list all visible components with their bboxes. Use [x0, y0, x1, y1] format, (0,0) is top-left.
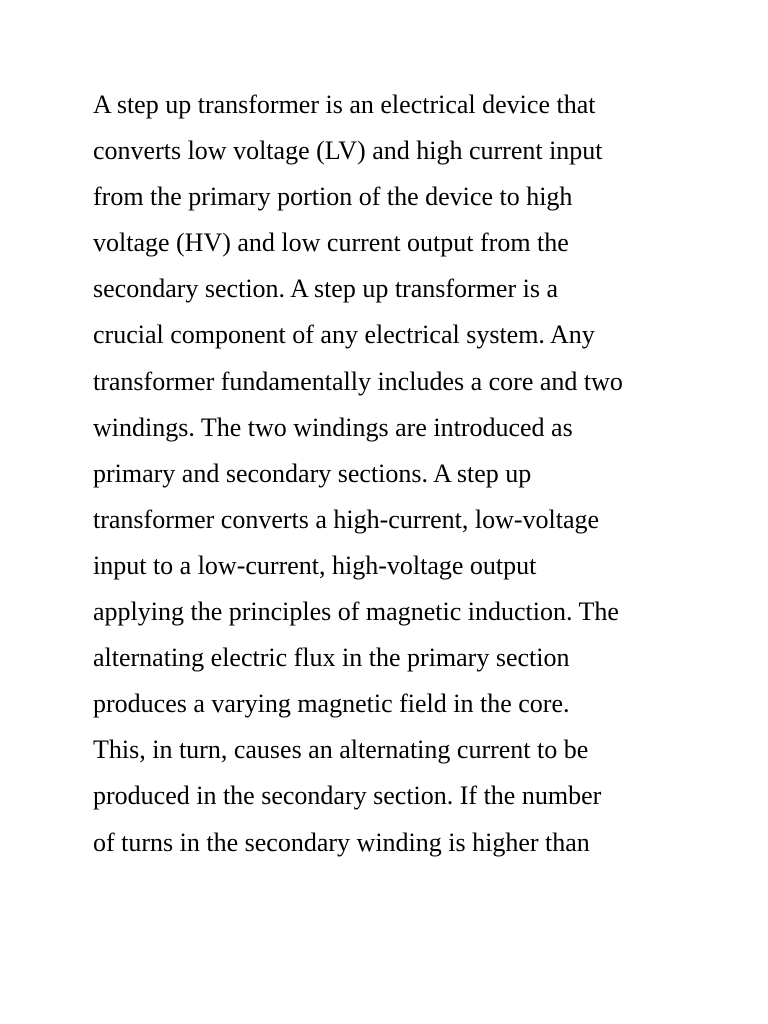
text-line: This, in turn, causes an alternating current to be	[93, 735, 589, 765]
text-line: crucial component of any electrical system. Any	[93, 320, 595, 350]
text-line: transformer converts a high-current, low-voltage	[93, 504, 600, 534]
text-line: secondary section. A step up transformer is a	[93, 274, 558, 304]
text-line: of turns in the secondary winding is higher than	[93, 827, 590, 857]
text-line: alternating electric flux in the primary section	[93, 643, 570, 673]
text-line: produced in the secondary section. If the number	[93, 781, 602, 811]
body-paragraph	[93, 82, 693, 866]
text-line: A step up transformer is an electrical device that	[93, 90, 596, 119]
text-line: from the primary portion of the device to high	[93, 182, 573, 212]
text-line: produces a varying magnetic field in the core.	[93, 689, 570, 719]
text-line: windings. The two windings are introduced as	[93, 412, 573, 442]
text-line: input to a low-current, high-voltage output	[93, 550, 537, 580]
text-line: voltage (HV) and low current output from the	[93, 228, 569, 258]
text-line: transformer fundamentally includes a core and two	[93, 366, 623, 396]
text-line: applying the principles of magnetic induction. The	[93, 597, 619, 627]
text-line: primary and secondary sections. A step up	[93, 458, 532, 488]
text-line: converts low voltage (LV) and high current input	[93, 136, 603, 166]
